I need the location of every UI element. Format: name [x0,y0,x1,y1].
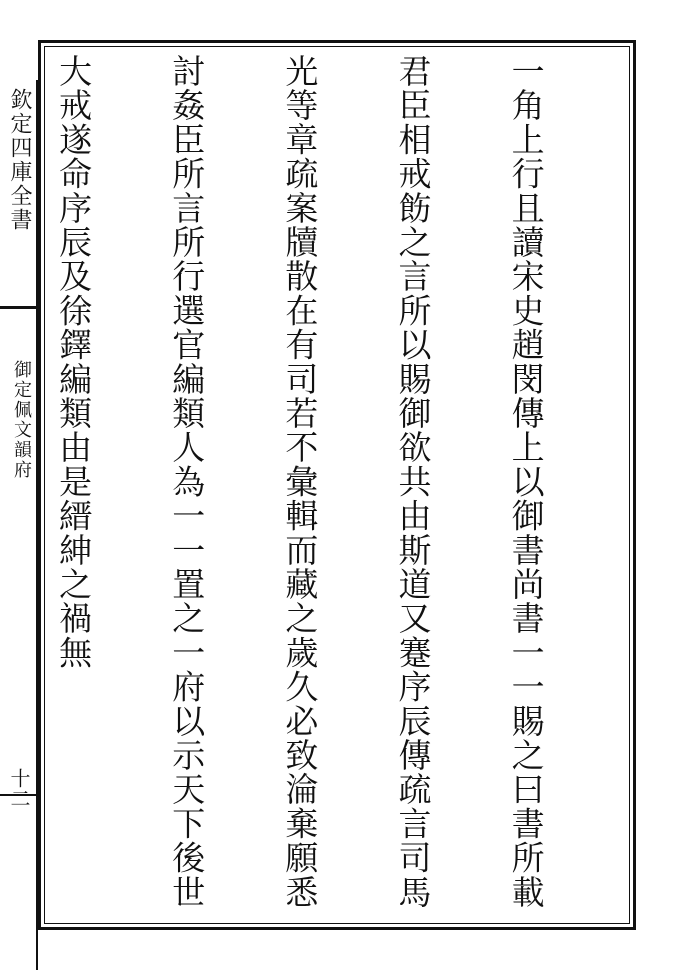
book-subtitle: 御定佩文韻府 [11,360,32,480]
page-number: 十二 [7,768,31,808]
book-title: 欽定四庫全書 [7,88,32,232]
text-column: 一角上行且讀宋史趙閔傳上以御書尚書一一賜之曰書所載 [506,54,546,909]
text-column: 討姦臣所言所行選官編類人為一一置之一府以示天下後世 [167,54,207,909]
gutter-rule-top [0,306,38,309]
vertical-text-body [54,54,620,916]
text-column: 大戒遂命序辰及徐鐸編類由是縉紳之禍無 [54,54,94,670]
text-column: 光等章疏案牘散在有司若不彙輯而藏之歲久必致淪棄願悉 [280,54,320,909]
page-gutter [0,40,38,930]
text-column: 君臣相戒飭之言所以賜御欲共由斯道又蹇序辰傳疏言司馬 [393,54,433,909]
